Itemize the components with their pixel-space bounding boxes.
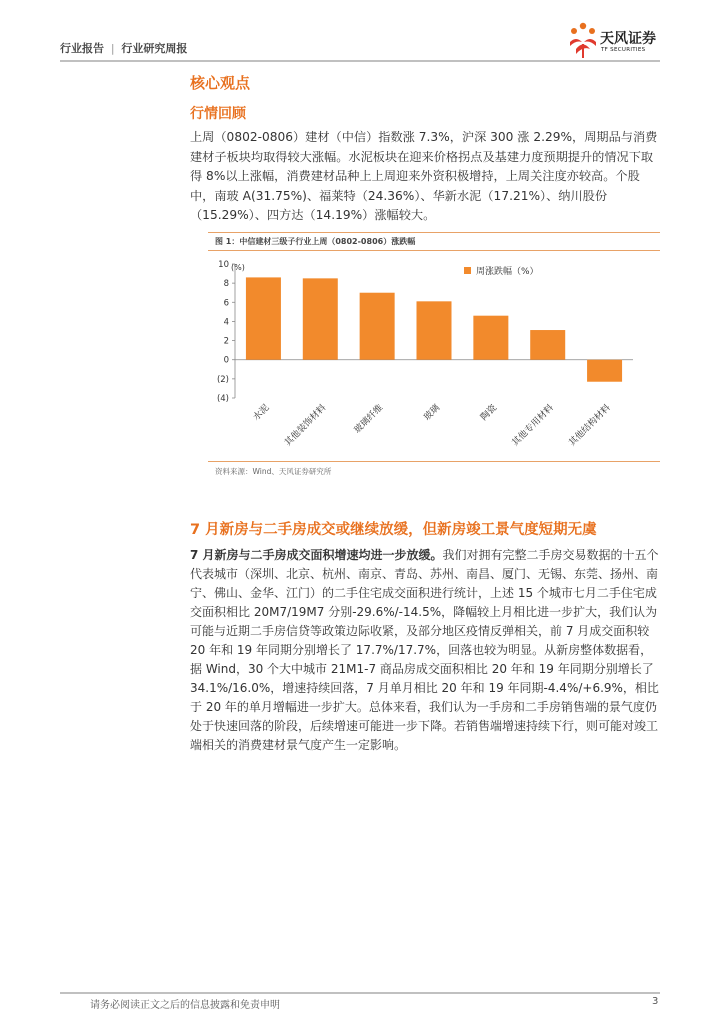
x-tick-label: 玻璃 xyxy=(422,403,443,423)
figure-top-rule xyxy=(208,232,660,233)
x-tick-label: 其他装饰材料 xyxy=(283,403,329,449)
chart-legend xyxy=(464,265,539,277)
report-series: 行业研究周报 xyxy=(121,42,188,55)
section-subheading: 行情回顾 xyxy=(190,106,246,122)
bar xyxy=(246,277,281,359)
bar xyxy=(417,301,452,359)
bar xyxy=(587,360,622,382)
bar-chart xyxy=(208,252,660,462)
figure-source: 资料来源：Wind、天风证券研究所 xyxy=(215,467,332,476)
section-title: 7 月新房与二手房成交或继续放缓，但新房竣工景气度短期无虞 xyxy=(190,522,597,538)
logo-mark-icon xyxy=(566,22,600,60)
y-tick-label: 0 xyxy=(223,355,229,366)
report-category xyxy=(60,40,187,56)
y-tick-label: 2 xyxy=(223,336,229,347)
figure-title: 图 1：中信建材三级子行业上周（0802-0806）涨跌幅 xyxy=(215,237,416,246)
logo-name: 天风证券 xyxy=(600,31,656,47)
body-text: 我们对拥有完整二手房交易数据的十五个代表城市（深圳、北京、杭州、南京、青岛、苏州、南昌、厦门、无锡、东莞、扬州、南宁、佛山、金华、江门）的二手住宅成交面积进行统计，上述 15 个城市七月二手住宅成交面积相比 20M7/19M7 分别-29.6%/-14.5%，降幅较上月相比进一步扩大，我们认为可能与近期二手房信贷等政策边际收紧，及部分地区疫情反弹相关，前 7 月成交面积较 20 年和 19 年同期分别增长了 17.7%/17.7%，回落也较为明显。从新房整体数据看，据 Wind，30 个大中城市 21M1-7 商品房成交面积相比 20 年和 19 年同期分别增长了 34.1%/16.0%，增速持续回落，7 月单月相比 20 年和 19 年同期-4.4%/+6.9%，相比于 20 年的单月增幅进一步扩大。总体来看，我们认为一手房和二手房销售端的景气度仍处于快速回落的阶段，后续增速可能进一步下降。若销售端增速持续下行，则可能对竣工端相关的消费建材景气度产生一定影响。 xyxy=(190,548,659,752)
figure-title-rule xyxy=(208,250,660,251)
figure-bottom-rule xyxy=(208,461,660,462)
page-number: 3 xyxy=(652,996,659,1007)
y-tick-label: (4) xyxy=(216,394,229,404)
report-type: 行业报告 xyxy=(60,42,104,55)
section-heading: 核心观点 xyxy=(190,74,251,92)
bar xyxy=(530,330,565,360)
x-axis-labels xyxy=(250,402,612,449)
bar-series xyxy=(246,277,622,381)
logo-subtitle: TF SECURITIES xyxy=(601,47,646,53)
bar xyxy=(360,293,395,360)
y-unit-label: (%) xyxy=(231,263,245,272)
legend-label: 周涨跌幅（%） xyxy=(476,267,539,277)
company-logo xyxy=(566,22,676,60)
y-tick-label: (2) xyxy=(216,374,229,385)
legend-swatch xyxy=(464,267,471,274)
y-tick-label: 8 xyxy=(223,279,229,290)
disclaimer-text: 请务必阅读正文之后的信息披露和免责申明 xyxy=(90,1000,280,1011)
market-review-paragraph: 上周（0802-0806）建材（中信）指数涨 7.3%，沪深 300 涨 2.29%，周期品与消费建材子板块均取得较大涨幅。水泥板块在迎来价格拐点及基建力度预期提升的情况下取得 8%以上涨幅，消费建材品种上上周迎来外资积极增持，上周关注度亦较高。个股中，南玻 A(31.75%)、福莱特（24.36%）、华新水泥（17.21%）、纳川股份（15.29%）、四方达（14.19%）涨幅较大。 xyxy=(190,130,658,222)
y-tick-label: 6 xyxy=(223,298,229,309)
lead-sentence: 7 月新房与二手房成交面积增速均进一步放缓。 xyxy=(190,548,443,562)
x-tick-label: 水泥 xyxy=(251,403,272,423)
header-separator: | xyxy=(110,42,115,55)
x-tick-label: 陶瓷 xyxy=(479,403,499,423)
bar xyxy=(303,278,338,359)
x-tick-label: 其他结构材料 xyxy=(567,403,613,449)
bar xyxy=(473,316,508,360)
footer-divider xyxy=(60,992,660,994)
y-tick-label: 4 xyxy=(223,317,229,328)
x-tick-label: 玻璃纤维 xyxy=(352,403,386,436)
x-tick-label: 其他专用材料 xyxy=(510,403,556,449)
y-tick-label: 10 xyxy=(218,260,229,270)
housing-analysis-paragraph xyxy=(190,546,662,755)
header-divider xyxy=(60,60,660,62)
